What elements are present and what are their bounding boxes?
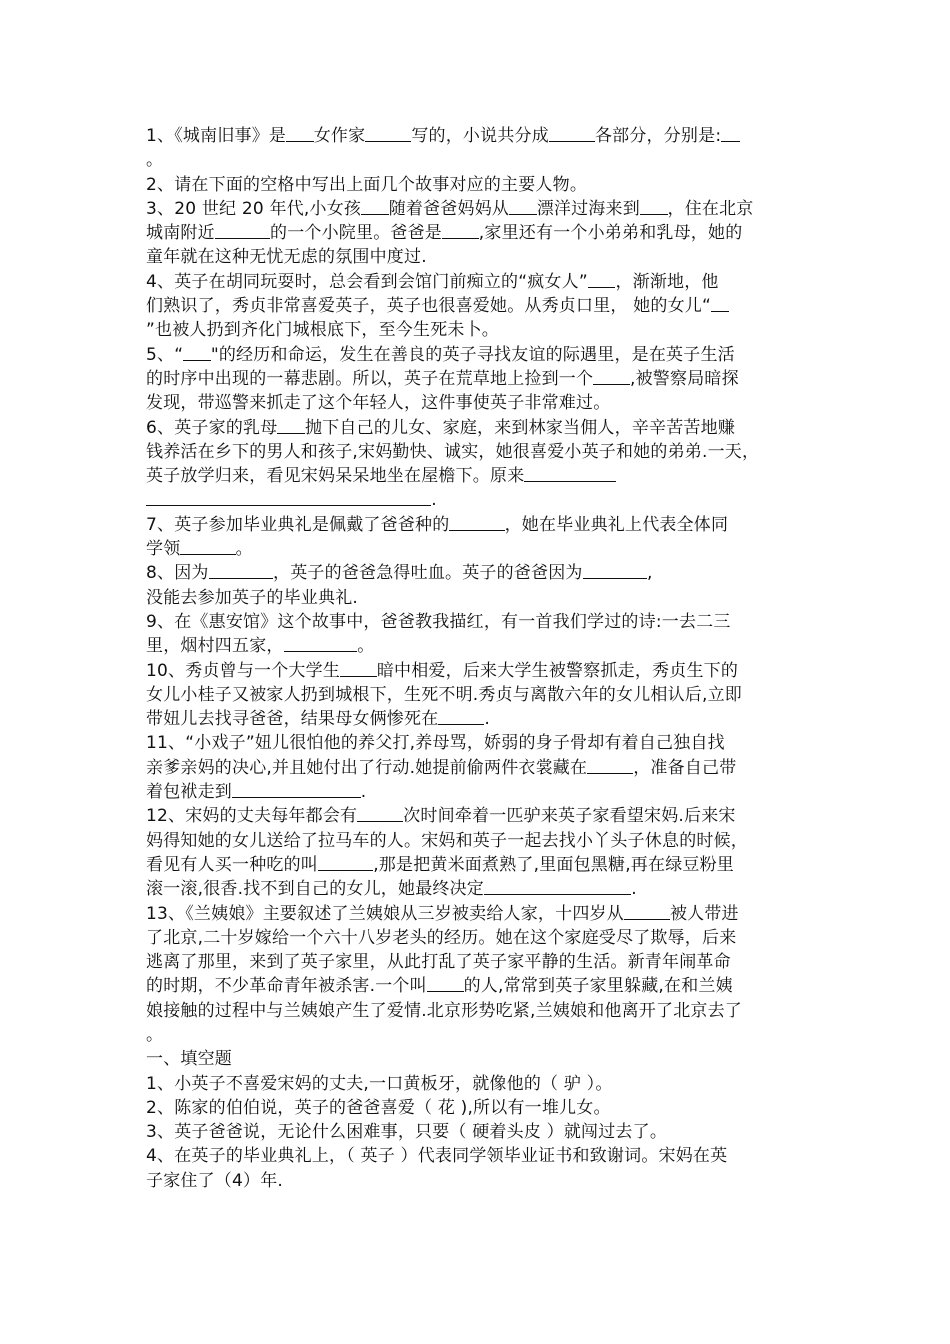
answer-blank[interactable] (449, 513, 504, 531)
answer-section (146, 1047, 818, 1193)
answer-blank[interactable] (365, 124, 411, 142)
answer-blank[interactable] (286, 124, 314, 142)
question-text: 13、《兰姨娘》主要叙述了兰姨娘从三岁被卖给人家，十四岁从 (146, 903, 624, 924)
answer-blank[interactable] (232, 780, 361, 798)
question-text: 学领 (146, 539, 181, 560)
answer-blank[interactable] (549, 124, 595, 142)
answer-item (146, 1144, 818, 1193)
question-text: "的经历和命运，发生在善良的英子寻找友谊的际遇里，是在英子生活 (210, 344, 735, 365)
question-text: 的时期，不少革命青年被杀害.一个叫 (146, 976, 427, 997)
text-line (146, 318, 818, 342)
answer-blank[interactable] (146, 488, 431, 506)
question-text: 。 (235, 539, 253, 560)
question-item (146, 804, 818, 901)
question-text: 4、英子在胡同玩耍时，总会看到会馆门前痴立的“疯女人” (146, 271, 588, 292)
question-text: . (360, 782, 367, 803)
question-text: 。 (357, 636, 375, 657)
question-text: 着包袱走到 (146, 782, 232, 803)
text-line (146, 974, 818, 998)
question-text: 5、“ (146, 344, 184, 365)
text-line (146, 1144, 818, 1168)
text-line (146, 173, 818, 197)
text-line (146, 343, 818, 367)
text-line (146, 391, 818, 415)
question-text: ，渐渐地，他 (615, 271, 719, 292)
question-text: 各部分，分别是: (594, 126, 722, 146)
question-text: 看见有人买一种吃的叫 (146, 854, 318, 875)
question-item (146, 513, 818, 562)
text-line (146, 294, 818, 318)
question-text: 亲爹亲妈的决心,并且她付出了行动.她提前偷两件衣裳藏在 (146, 757, 588, 778)
text-line (146, 634, 818, 658)
question-text: 抛下自己的儿女、家庭，来到林家当佣人，辛辛苦苦地赚 (305, 417, 736, 438)
text-line (146, 1023, 818, 1047)
question-text: 城南附近 (146, 223, 215, 244)
text-line (146, 829, 818, 853)
question-text: 里，烟村四五家， (146, 636, 284, 657)
text-line (146, 683, 818, 707)
answer-blank[interactable] (711, 294, 729, 312)
text-line (146, 270, 818, 294)
question-text: ，准备自己带 (633, 757, 737, 778)
answer-blank[interactable] (277, 416, 305, 434)
question-text: 写的，小说共分成 (411, 126, 549, 146)
question-text: 英子放学归来，看见宋妈呆呆地坐在屋檐下。原来 (146, 466, 525, 487)
question-text: 次时间牵着一匹驴来英子家看望宋妈.后来宋 (403, 806, 736, 827)
answer-blank[interactable] (588, 270, 616, 288)
question-text: 了北京,二十岁嫁给一个六十八岁老头的经历。她在这个家庭受尽了欺辱，后来 (146, 927, 737, 948)
answer-blank[interactable] (442, 221, 479, 239)
question-text: 钱养活在乡下的男人和孩子,宋妈勤快、诚实，她很喜爱小英子和她的弟弟.一天， (146, 441, 760, 462)
answer-blank[interactable] (484, 877, 631, 895)
question-item (146, 124, 818, 173)
text-line (146, 513, 818, 537)
question-text: ,被警察局暗探 (630, 368, 739, 389)
text-line (146, 707, 818, 731)
question-text: 娘接触的过程中与兰姨娘产生了爱情.北京形势吃紧,兰姨娘和他离开了北京去了 (146, 1000, 743, 1021)
question-item (146, 902, 818, 1048)
question-text: 的人,常常到英子家里躲藏,在和兰姨 (463, 976, 733, 997)
answer-blank[interactable] (180, 537, 235, 555)
question-text: 11、“小戏子”妞儿很怕他的养父打,养母骂，娇弱的身子骨却有着自己独自找 (146, 733, 725, 754)
answer-blank[interactable] (357, 804, 403, 822)
answer-blank[interactable] (427, 974, 464, 992)
question-text: 童年就在这种无忧无虑的氛围中度过. (146, 247, 427, 268)
question-text: . (484, 709, 491, 730)
question-text: 随着爸爸妈妈从 (388, 198, 510, 219)
answer-item (146, 1096, 818, 1120)
question-list (146, 124, 818, 1047)
text-line (146, 1072, 818, 1096)
text-line (146, 245, 818, 269)
question-text: 们熟识了，秀贞非常喜爱英子，英子也很喜爱她。从秀贞口里， 她的女儿“ (146, 296, 712, 317)
question-text: 7、英子参加毕业典礼是佩戴了爸爸种的 (146, 514, 450, 535)
question-text: 逃离了那里，来到了英子家里，从此打乱了英子家平静的生活。新青年闹革命 (146, 952, 731, 973)
text-line (146, 488, 818, 512)
question-text: . (431, 490, 437, 511)
answer-blank[interactable] (593, 367, 630, 385)
question-text: 暗中相爱，后来大学生被警察抓走，秀贞生下的 (376, 660, 739, 681)
answer-blank[interactable] (640, 197, 668, 215)
question-text: ,家里还有一个小弟弟和乳母，她的 (478, 223, 743, 244)
text-line (146, 1169, 818, 1193)
question-text: 妈得知她的女儿送给了拉马车的人。宋妈和英子一起去找小丫头子休息的时候， (146, 830, 748, 851)
answer-item (146, 1072, 818, 1096)
text-line (146, 561, 818, 585)
answer-blank[interactable] (318, 853, 373, 871)
text-line (146, 902, 818, 926)
question-text: . (631, 879, 637, 900)
text-line (146, 537, 818, 561)
question-item (146, 561, 818, 610)
question-text: 12、宋妈的丈夫每年都会有 (146, 806, 358, 827)
question-item (146, 610, 818, 659)
answer-item (146, 1120, 818, 1144)
text-line (146, 1120, 818, 1144)
text-line (146, 731, 818, 755)
question-text: 子家住了（4）年. (146, 1170, 284, 1191)
question-text: 女儿小桂子又被家人扔到城根下，生死不明.秀贞与离散六年的女儿相认后,立即 (146, 684, 743, 705)
question-text: 3、20 世纪 20 年代,小女孩 (146, 198, 362, 219)
question-text: 6、英子家的乳母 (146, 417, 278, 438)
question-text: ,那是把黄米面煮熟了,里面包黑糖,再在绿豆粉里 (373, 854, 734, 875)
text-line (146, 877, 818, 901)
text-line (146, 780, 818, 804)
question-text: ，她在毕业典礼上代表全体同 (504, 514, 729, 535)
question-item (146, 270, 818, 343)
answer-blank[interactable] (587, 756, 633, 774)
text-line (146, 926, 818, 950)
question-text: ”也被人扔到齐化门城根底下，至今生死未卜。 (146, 320, 500, 341)
text-line (146, 464, 818, 488)
text-line (146, 124, 818, 148)
question-text: 发现，带巡警来抓走了这个年轻人，这件事使英子非常难过。 (146, 393, 611, 414)
question-item (146, 731, 818, 804)
text-line (146, 610, 818, 634)
question-text: 女作家 (313, 126, 366, 146)
text-line (146, 221, 818, 245)
text-line (146, 197, 818, 221)
answer-blank[interactable] (209, 561, 273, 579)
question-item (146, 659, 818, 732)
question-text: 的一个小院里。爸爸是 (270, 223, 442, 244)
answer-blank[interactable] (583, 561, 647, 579)
text-line (146, 148, 818, 172)
question-text: 漂洋过海来到 (536, 198, 640, 219)
question-text: 滚一滚,很香.找不到自己的女儿，她最终决定 (146, 879, 485, 900)
answer-blank[interactable] (284, 634, 358, 652)
question-text: 4、在英子的毕业典礼上，（ 英子 ）代表同学领毕业证书和致谢词。宋妈在英 (146, 1146, 728, 1167)
question-text: 的时序中出现的一幕悲剧。所以，英子在荒草地上捡到一个 (146, 368, 594, 389)
question-text: 1、小英子不喜爱宋妈的丈夫,一口黄板牙，就像他的（ 驴 ）。 (146, 1073, 613, 1094)
section-heading: 一、填空题 (146, 1049, 232, 1070)
text-line (146, 853, 818, 877)
answer-blank[interactable] (524, 464, 616, 482)
question-text: ，英子的爸爸急得吐血。英子的爸爸因为 (273, 563, 583, 584)
question-text: 10、秀贞曾与一个大学生 (146, 660, 341, 681)
text-line (146, 999, 818, 1023)
answer-blank[interactable] (183, 343, 211, 361)
worksheet (146, 124, 818, 1193)
answer-list (146, 1072, 818, 1193)
question-text: 。 (146, 1024, 164, 1045)
question-text: 2、陈家的伯伯说，英子的爸爸喜爱（ 花 ),所以有一堆儿女。 (146, 1097, 611, 1118)
question-text: 带妞儿去找寻爸爸，结果母女俩惨死在 (146, 709, 439, 730)
question-text: 3、英子爸爸说，无论什么困难事，只要（ 硬着头皮 ）就闯过去了。 (146, 1122, 668, 1143)
question-item (146, 173, 818, 197)
text-line (146, 440, 818, 464)
question-text: , (647, 563, 653, 584)
answer-blank[interactable] (361, 197, 389, 215)
text-line (146, 804, 818, 828)
text-line (146, 659, 818, 683)
answer-blank[interactable] (624, 902, 670, 920)
text-line (146, 586, 818, 610)
question-text: 没能去参加英子的毕业典礼. (146, 587, 359, 608)
question-item (146, 416, 818, 513)
question-text: 1、《城南旧事》是 (146, 126, 287, 146)
text-line (146, 416, 818, 440)
answer-blank[interactable] (215, 221, 270, 239)
text-line (146, 367, 818, 391)
question-text: ，住在北京 (667, 198, 754, 219)
question-item (146, 343, 818, 416)
question-text: 2、请在下面的空格中写出上面几个故事对应的主要人物。 (146, 174, 588, 195)
question-text: 被人带进 (669, 903, 739, 924)
answer-blank[interactable] (438, 707, 484, 725)
question-text: 9、在《惠安馆》这个故事中，爸爸教我描红，有一首我们学过的诗:一去二三 (146, 611, 731, 632)
answer-blank[interactable] (721, 124, 739, 142)
question-text: 。 (146, 150, 164, 171)
text-line (146, 756, 818, 780)
text-line (146, 1096, 818, 1120)
question-item (146, 197, 818, 270)
answer-blank[interactable] (340, 659, 377, 677)
question-text: 8、因为 (146, 563, 209, 584)
answer-blank[interactable] (509, 197, 537, 215)
text-line (146, 950, 818, 974)
